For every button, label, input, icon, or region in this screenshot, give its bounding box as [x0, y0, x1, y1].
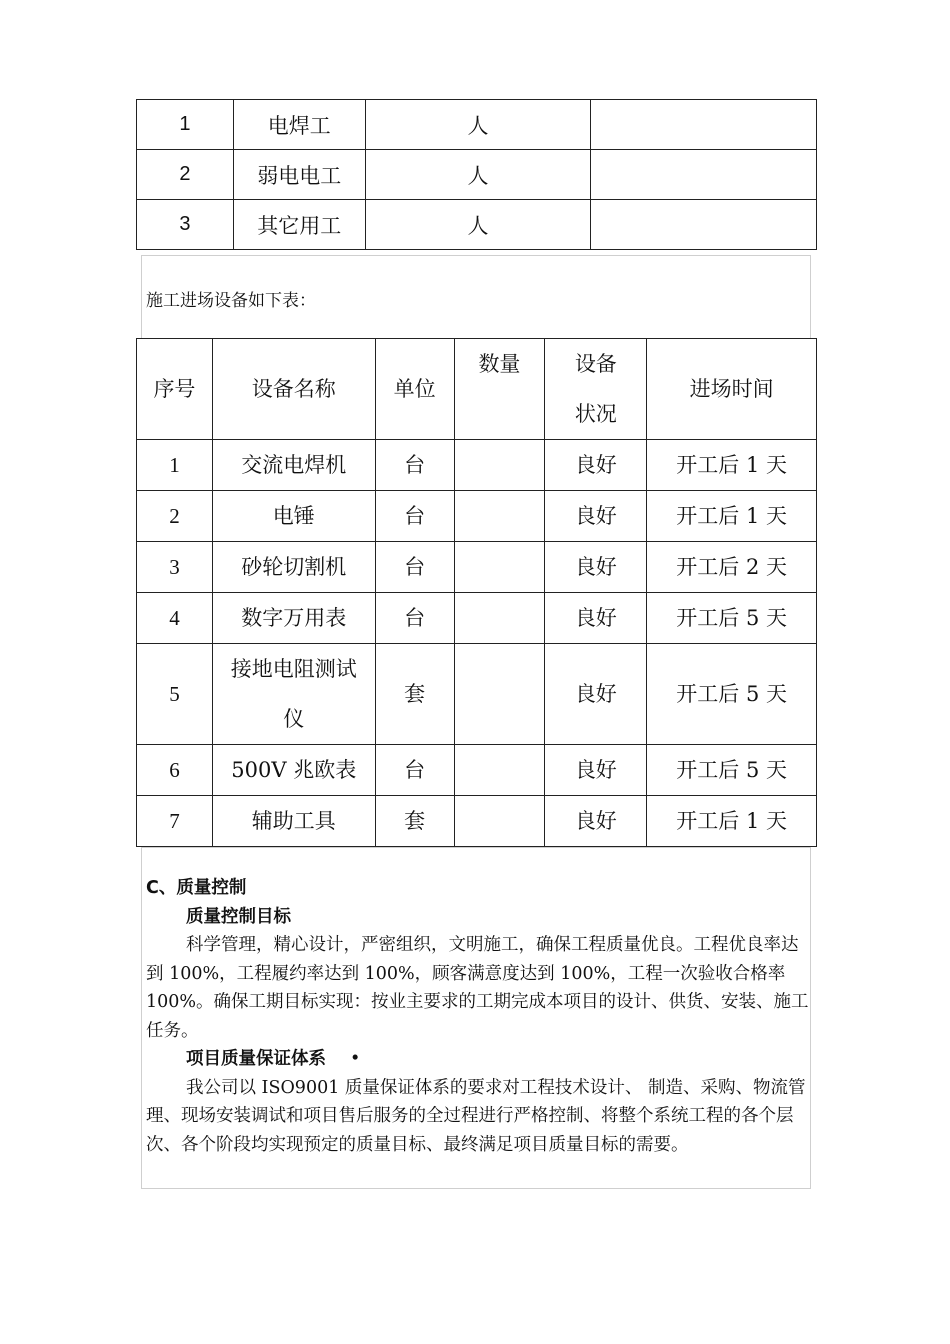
equipment-name: 电锤: [212, 491, 375, 542]
header-time: 进场时间: [647, 339, 817, 440]
row-number: 2: [137, 150, 234, 200]
note: [591, 200, 817, 250]
entry-time: 开工后 1 天: [647, 440, 817, 491]
goal-text: 科学管理，精心设计，严密组织，文明施工，确保工程质量优良。工程优良率达到 100%，工程履约率达到 100%，顾客满意度达到 100%，工程一次验收合格率 100%。确保工期目标实现：按业主要求的工期完成本项目的设计、供货、安装、施工任务。: [146, 935, 809, 1041]
quantity: [454, 542, 545, 593]
equipment-name: [212, 644, 375, 745]
quantity: [454, 593, 545, 644]
status: 良好: [545, 644, 647, 745]
equipment-name: 砂轮切割机: [212, 542, 375, 593]
note: [591, 100, 817, 150]
status: 良好: [545, 491, 647, 542]
intro-frame: [141, 255, 811, 338]
quantity: [454, 491, 545, 542]
unit: 台: [375, 542, 454, 593]
goal-heading: 质量控制目标: [186, 906, 291, 927]
entry-time: 开工后 2 天: [647, 542, 817, 593]
table-row: [137, 200, 817, 250]
table-row: [137, 745, 817, 796]
row-number: 3: [137, 200, 234, 250]
equipment-name: 500V 兆欧表: [212, 745, 375, 796]
section-title: C、质量控制: [146, 878, 247, 898]
bullet-icon: •: [350, 1049, 361, 1069]
unit: 套: [375, 796, 454, 847]
table-row: [137, 440, 817, 491]
note: [591, 150, 817, 200]
status: 良好: [545, 796, 647, 847]
row-number: 6: [137, 745, 213, 796]
quantity: [454, 440, 545, 491]
system-text: 我公司以 ISO9001 质量保证体系的要求对工程技术设计、 制造、采购、物流管理、现场安装调试和项目售后服务的全过程进行严格控制、将整个系统工程的各个层次、各个阶段均实现预定的质量目标、最终满足项目质量目标的需要。: [146, 1077, 806, 1155]
quantity: [454, 644, 545, 745]
row-number: 3: [137, 542, 213, 593]
equipment-table: [136, 338, 817, 847]
entry-time: 开工后 5 天: [647, 593, 817, 644]
unit: 台: [375, 440, 454, 491]
trade-name: 弱电电工: [233, 150, 365, 200]
trade-name: 电焊工: [233, 100, 365, 150]
status: 良好: [545, 745, 647, 796]
equipment-name-label: 接地电阻测试仪: [230, 657, 357, 731]
equipment-name: 辅助工具: [212, 796, 375, 847]
row-number: 5: [137, 644, 213, 745]
quantity: [454, 796, 545, 847]
table-row: [137, 491, 817, 542]
status: 良好: [545, 593, 647, 644]
header-status-label: 设备状况: [574, 352, 617, 426]
equipment-name: 交流电焊机: [212, 440, 375, 491]
row-number: 7: [137, 796, 213, 847]
system-heading-line: [146, 1045, 810, 1074]
system-heading: 项目质量保证体系: [186, 1049, 326, 1069]
entry-time: 开工后 1 天: [647, 491, 817, 542]
entry-time: 开工后 1 天: [647, 796, 817, 847]
entry-time: 开工后 5 天: [647, 644, 817, 745]
row-number: 1: [137, 100, 234, 150]
trade-name: 其它用工: [233, 200, 365, 250]
table-row: [137, 542, 817, 593]
header-name: 设备名称: [212, 339, 375, 440]
status: 良好: [545, 542, 647, 593]
header-qty: 数量: [454, 339, 545, 440]
header-status: [545, 339, 647, 440]
workers-table: [136, 99, 817, 250]
row-number: 2: [137, 491, 213, 542]
row-number: 1: [137, 440, 213, 491]
table-row: [137, 796, 817, 847]
header-unit: 单位: [375, 339, 454, 440]
quality-section: [146, 874, 810, 1159]
unit: 人: [365, 200, 591, 250]
row-number: 4: [137, 593, 213, 644]
entry-time: 开工后 5 天: [647, 745, 817, 796]
unit: 人: [365, 150, 591, 200]
system-paragraph: [146, 1074, 810, 1160]
intro-text: 施工进场设备如下表：: [146, 291, 316, 311]
goal-paragraph: [146, 931, 810, 1045]
unit: 套: [375, 644, 454, 745]
header-no: 序号: [137, 339, 213, 440]
table-row: [137, 644, 817, 745]
quality-frame: [141, 847, 811, 1189]
quantity: [454, 745, 545, 796]
status: 良好: [545, 440, 647, 491]
table-row: [137, 100, 817, 150]
equipment-name: 数字万用表: [212, 593, 375, 644]
unit: 台: [375, 593, 454, 644]
unit: 人: [365, 100, 591, 150]
table-header-row: [137, 339, 817, 440]
table-row: [137, 150, 817, 200]
unit: 台: [375, 745, 454, 796]
unit: 台: [375, 491, 454, 542]
table-row: [137, 593, 817, 644]
